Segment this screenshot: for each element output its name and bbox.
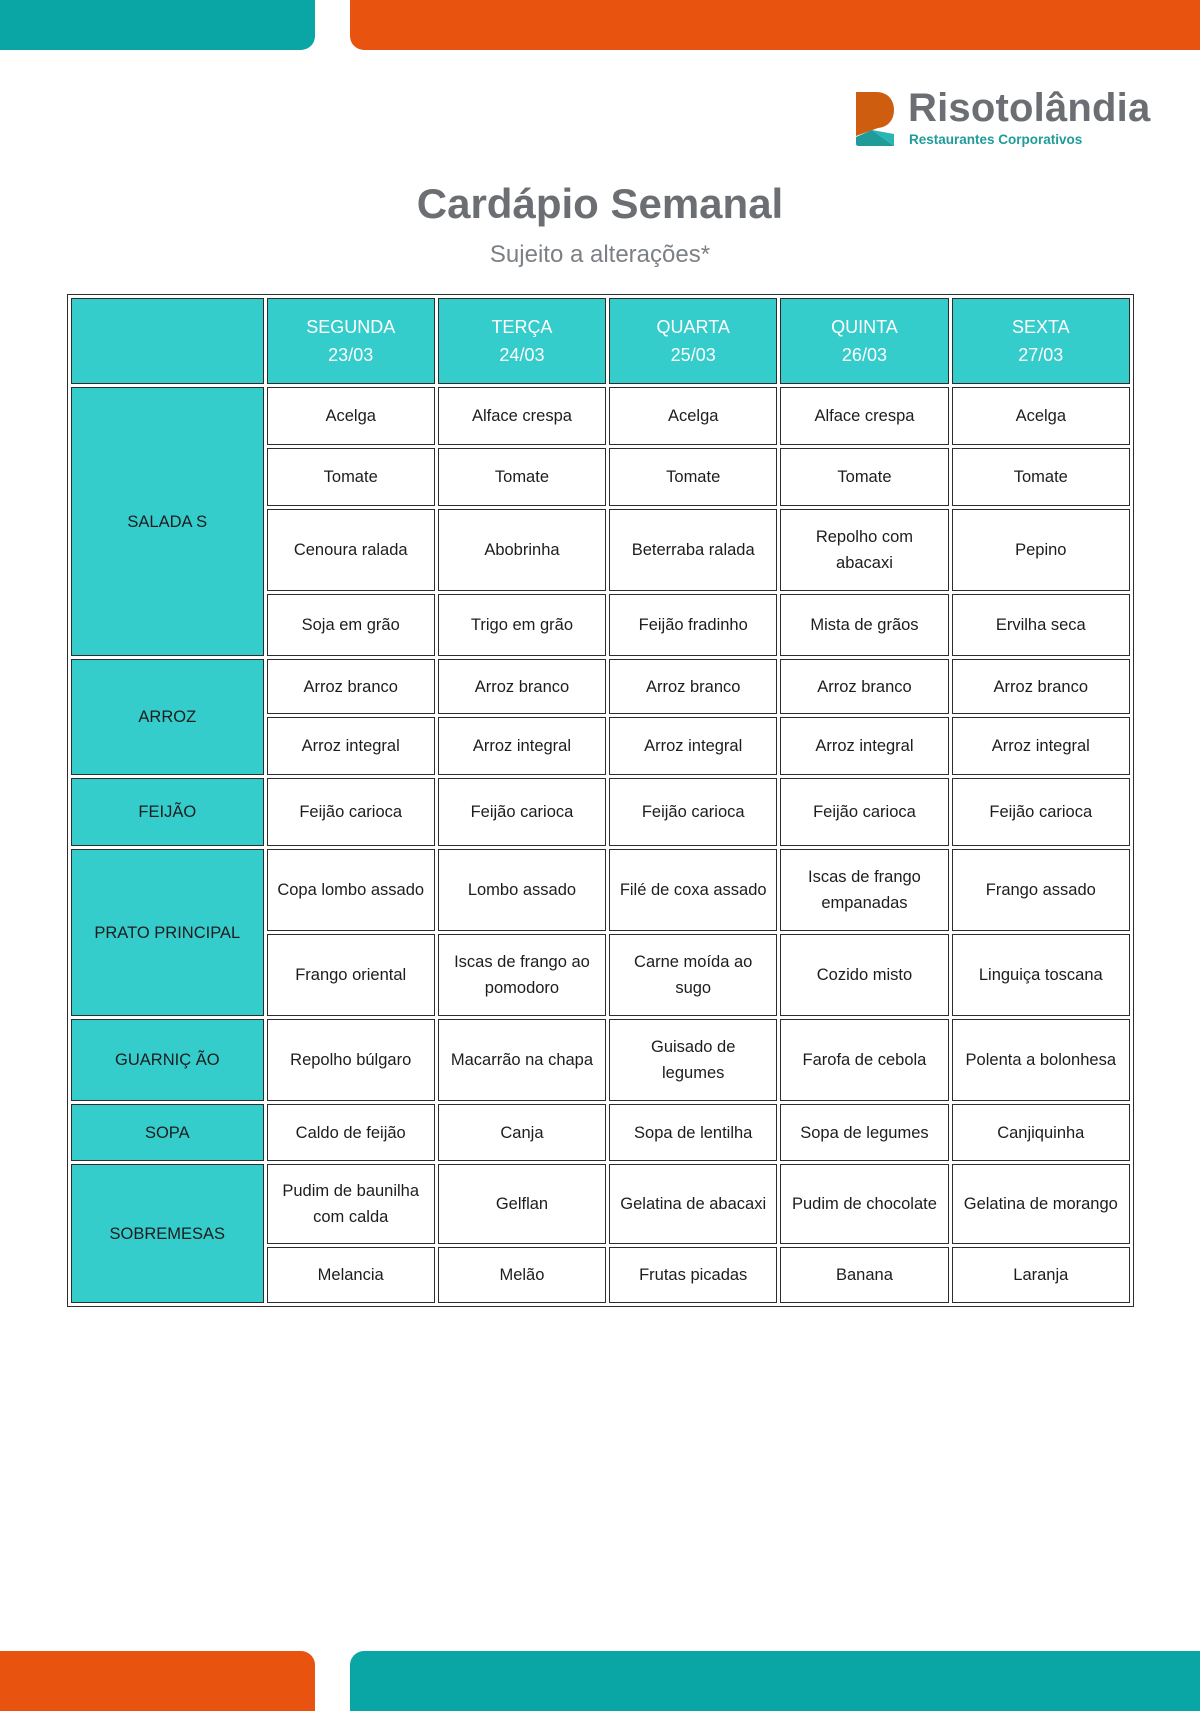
category-saladas: SALADA S — [71, 387, 264, 656]
menu-cell: Gelflan — [438, 1164, 606, 1244]
menu-cell: Alface crespa — [438, 387, 606, 445]
category-guarnicao: GUARNIÇ ÃO — [71, 1019, 264, 1101]
menu-cell: Sopa de lentilha — [609, 1104, 777, 1161]
menu-cell: Cozido misto — [780, 934, 948, 1016]
logo-mark-icon — [854, 90, 896, 148]
menu-cell: Arroz branco — [438, 659, 606, 714]
menu-cell: Soja em grão — [267, 594, 435, 656]
menu-cell: Laranja — [952, 1247, 1130, 1303]
menu-cell: Polenta a bolonhesa — [952, 1019, 1130, 1101]
menu-cell: Pudim de baunilha com calda — [267, 1164, 435, 1244]
menu-cell: Macarrão na chapa — [438, 1019, 606, 1101]
menu-cell: Feijão carioca — [438, 778, 606, 846]
menu-cell: Pudim de chocolate — [780, 1164, 948, 1244]
menu-cell: Frango assado — [952, 849, 1130, 931]
table-row — [71, 659, 1130, 714]
table-row — [71, 849, 1130, 931]
menu-cell: Frango oriental — [267, 934, 435, 1016]
menu-cell: Melancia — [267, 1247, 435, 1303]
day-header: QUARTA 25/03 — [609, 298, 777, 384]
menu-cell: Feijão fradinho — [609, 594, 777, 656]
top-left-decor-bar — [0, 0, 315, 50]
menu-cell: Sopa de legumes — [780, 1104, 948, 1161]
brand-name: Risotolândia — [908, 86, 1151, 130]
menu-cell: Arroz integral — [780, 717, 948, 775]
page-title: Cardápio Semanal — [416, 180, 784, 227]
menu-cell: Tomate — [780, 448, 948, 506]
menu-cell: Filé de coxa assado — [609, 849, 777, 931]
menu-cell: Tomate — [438, 448, 606, 506]
day-header: SEGUNDA 23/03 — [267, 298, 435, 384]
category-prato-principal: PRATO PRINCIPAL — [71, 849, 264, 1016]
category-feijao: FEIJÃO — [71, 778, 264, 846]
menu-cell: Linguiça toscana — [952, 934, 1130, 1016]
brand-tagline: Restaurantes Corporativos — [909, 132, 1083, 147]
menu-cell: Ervilha seca — [952, 594, 1130, 656]
menu-cell: Arroz branco — [267, 659, 435, 714]
menu-cell: Iscas de frango empanadas — [780, 849, 948, 931]
page-subtitle: Sujeito a alterações* — [489, 241, 711, 268]
menu-cell: Tomate — [952, 448, 1130, 506]
menu-cell: Repolho com abacaxi — [780, 509, 948, 591]
menu-cell: Beterraba ralada — [609, 509, 777, 591]
menu-cell: Arroz integral — [952, 717, 1130, 775]
menu-cell: Arroz integral — [609, 717, 777, 775]
category-sopa: SOPA — [71, 1104, 264, 1161]
menu-cell: Abobrinha — [438, 509, 606, 591]
menu-cell: Arroz integral — [267, 717, 435, 775]
header-row — [71, 298, 1130, 384]
menu-cell: Trigo em grão — [438, 594, 606, 656]
brand-logo — [854, 88, 1164, 152]
menu-cell: Pepino — [952, 509, 1130, 591]
menu-cell: Canjiquinha — [952, 1104, 1130, 1161]
menu-cell: Frutas picadas — [609, 1247, 777, 1303]
menu-cell: Feijão carioca — [780, 778, 948, 846]
menu-cell: Feijão carioca — [952, 778, 1130, 846]
menu-cell: Cenoura ralada — [267, 509, 435, 591]
menu-cell: Lombo assado — [438, 849, 606, 931]
menu-cell: Feijão carioca — [609, 778, 777, 846]
category-arroz: ARROZ — [71, 659, 264, 775]
menu-cell: Iscas de frango ao pomodoro — [438, 934, 606, 1016]
day-header: TERÇA 24/03 — [438, 298, 606, 384]
category-sobremesas: SOBREMESAS — [71, 1164, 264, 1303]
top-right-decor-bar — [350, 0, 1200, 50]
menu-cell: Gelatina de morango — [952, 1164, 1130, 1244]
menu-cell: Tomate — [267, 448, 435, 506]
bottom-right-decor-bar — [350, 1651, 1200, 1711]
menu-cell: Caldo de feijão — [267, 1104, 435, 1161]
menu-cell: Copa lombo assado — [267, 849, 435, 931]
menu-cell: Carne moída ao sugo — [609, 934, 777, 1016]
header-corner-cell — [71, 298, 264, 384]
menu-cell: Acelga — [267, 387, 435, 445]
table-row — [71, 778, 1130, 846]
menu-cell: Arroz integral — [438, 717, 606, 775]
weekly-menu-table — [67, 294, 1134, 1307]
menu-cell: Guisado de legumes — [609, 1019, 777, 1101]
menu-cell: Banana — [780, 1247, 948, 1303]
table-row — [71, 1019, 1130, 1101]
menu-cell: Arroz branco — [609, 659, 777, 714]
menu-cell: Alface crespa — [780, 387, 948, 445]
menu-cell: Acelga — [609, 387, 777, 445]
menu-cell: Mista de grãos — [780, 594, 948, 656]
menu-cell: Farofa de cebola — [780, 1019, 948, 1101]
menu-cell: Repolho búlgaro — [267, 1019, 435, 1101]
menu-cell: Tomate — [609, 448, 777, 506]
menu-cell: Acelga — [952, 387, 1130, 445]
table-row — [71, 1104, 1130, 1161]
menu-cell: Canja — [438, 1104, 606, 1161]
day-header: SEXTA 27/03 — [952, 298, 1130, 384]
menu-cell: Feijão carioca — [267, 778, 435, 846]
bottom-left-decor-bar — [0, 1651, 315, 1711]
menu-cell: Gelatina de abacaxi — [609, 1164, 777, 1244]
menu-cell: Arroz branco — [952, 659, 1130, 714]
table-row — [71, 1164, 1130, 1244]
table-row — [71, 387, 1130, 445]
day-header: QUINTA 26/03 — [780, 298, 948, 384]
menu-cell: Melão — [438, 1247, 606, 1303]
menu-cell: Arroz branco — [780, 659, 948, 714]
